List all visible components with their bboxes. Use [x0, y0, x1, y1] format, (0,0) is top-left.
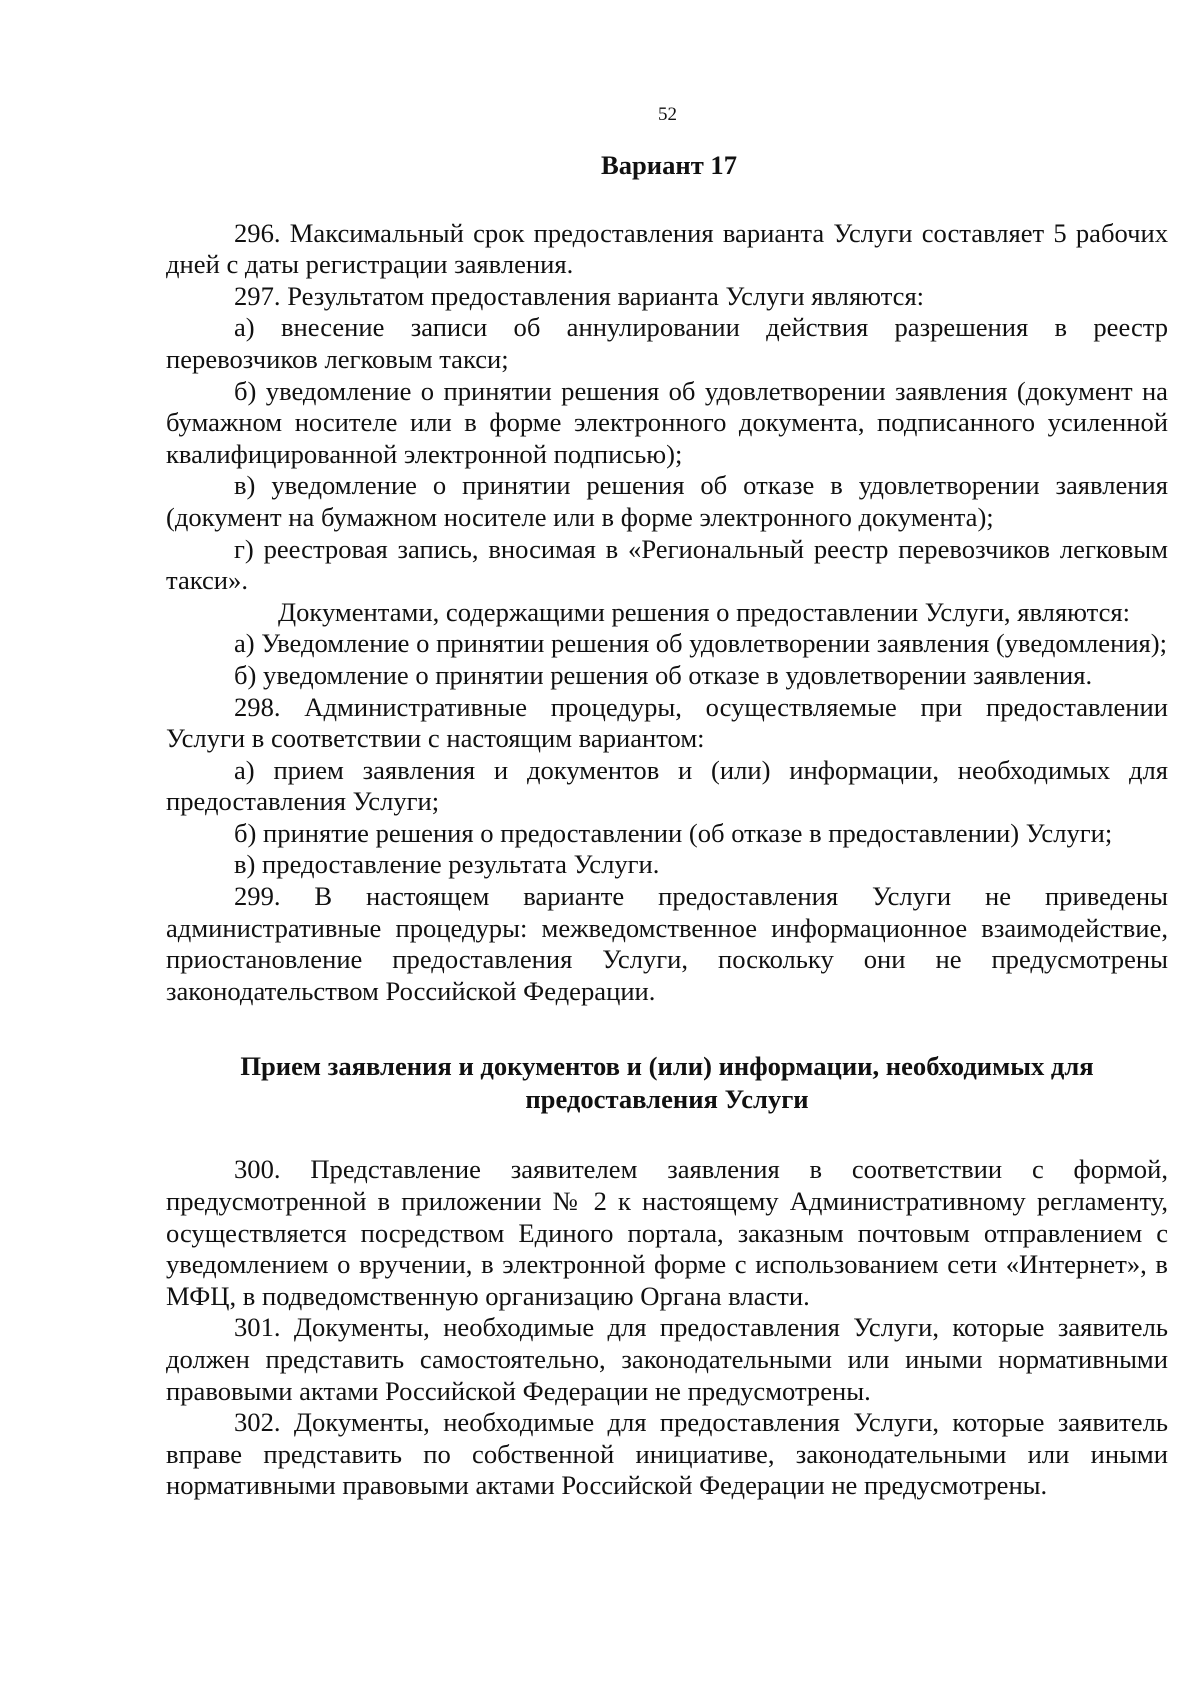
- procedure-item-c: в) предоставление результата Услуги.: [234, 849, 660, 880]
- variant-title: Вариант 17: [600, 150, 738, 180]
- paragraph-298: 298. Административные процедуры, осуществляемые при предоставлении Услуги в соответствии с настоящим вариантом:: [166, 691, 1168, 754]
- paragraph-300: 300. Представление заявителем заявления в соответствии с формой, предусмотренной в приложении № 2 к настоящему Административному регламенту, осуществляется посредством Единого портала, заказным почтовым отправлением с уведомлением о вручении, в электронной форме с использованием сети «Интернет», в МФЦ, в подведомственную организацию Органа власти.: [166, 1154, 1168, 1311]
- section-application-intake: [166, 1154, 1168, 1502]
- section-title-line-2: предоставления Услуги: [525, 1084, 809, 1115]
- document-item-b: б) уведомление о принятии решения об отказе в удовлетворении заявления.: [234, 659, 1093, 690]
- paragraph-297: 297. Результатом предоставления варианта Услуги являются:: [234, 280, 925, 311]
- result-item-a: а) внесение записи об аннулировании действия разрешения в реестр перевозчиков легковым такси;: [166, 312, 1168, 374]
- procedure-item-b: б) принятие решения о предоставлении (об отказе в предоставлении) Услуги;: [234, 817, 1113, 848]
- result-item-d: г) реестровая запись, вносимая в «Региональный реестр перевозчиков легковым такси».: [166, 533, 1168, 596]
- result-item-b: б) уведомление о принятии решения об удовлетворении заявления (документ на бумажном носителе или в форме электронного документа, подписанного усиленной квалифицированной электронной подписью);: [166, 375, 1168, 469]
- page-content: [166, 150, 1168, 1502]
- section-title-application-intake: [166, 1050, 1168, 1116]
- document-item-a: а) Уведомление о принятии решения об удовлетворении заявления (уведомления);: [234, 628, 1168, 659]
- paragraph-302: 302. Документы, необходимые для предоставления Услуги, которые заявитель вправе представить по собственной инициативе, законодательными или иными нормативными правовыми актами Российской Федерации не предусмотрены.: [166, 1407, 1168, 1501]
- section-title-line-1: Прием заявления и документов и (или) информации, необходимых для: [240, 1051, 1094, 1082]
- result-item-c: в) уведомление о принятии решения об отказе в удовлетворении заявления (документ на бумажном носителе или в форме электронного документа);: [166, 470, 1168, 532]
- section-variant-17: [166, 218, 1168, 1008]
- procedure-item-a: а) прием заявления и документов и (или) информации, необходимых для предоставления Услуги;: [166, 754, 1168, 817]
- paragraph-299: 299. В настоящем варианте предоставления Услуги не приведены административные процедуры: межведомственное информационное взаимодействие, приостановление предоставления Услуги, поскольку они не предусмотрены законодательством Российской Федерации.: [166, 881, 1168, 1006]
- page-number: 52: [658, 104, 677, 125]
- documents-intro: Документами, содержащими решения о предоставлении Услуги, являются:: [278, 596, 1131, 627]
- paragraph-301: 301. Документы, необходимые для предоставления Услуги, которые заявитель должен представить самостоятельно, законодательными или иными нормативными правовыми актами Российской Федерации не предусмотрены.: [166, 1312, 1168, 1406]
- paragraph-296: 296. Максимальный срок предоставления варианта Услуги составляет 5 рабочих дней с даты регистрации заявления.: [166, 217, 1168, 280]
